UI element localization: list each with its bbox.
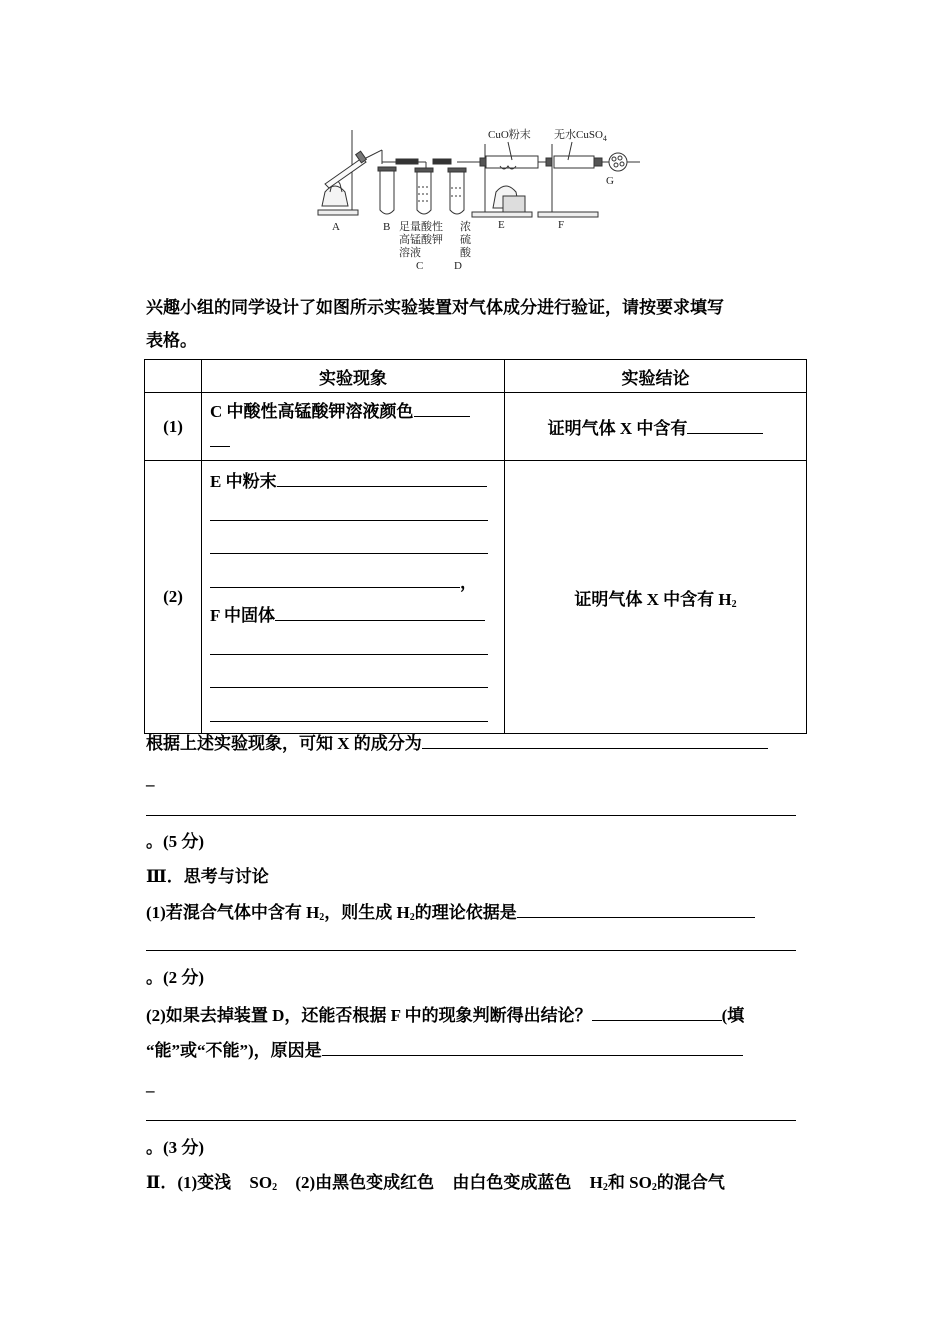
q1-text-a: (1)若混合气体中含有 H (146, 903, 320, 922)
label-c-bottom: C (416, 260, 424, 272)
subscript: 2 (319, 912, 325, 923)
question-2-line-2 (146, 1039, 743, 1062)
d-reagent-line2: 硫 (460, 234, 471, 246)
composition-text: 根据上述实验现象，可知 X 的成分为 (146, 734, 422, 753)
label-cuso4: 无水CuSO$_4$ (554, 129, 607, 143)
intro-line-1: 兴趣小组的同学设计了如图所示实验装置对气体成分进行验证，请按要求填写 (146, 298, 724, 317)
composition-question (146, 732, 768, 755)
answer-blank (422, 732, 768, 749)
subscript: 2 (731, 598, 737, 610)
answer-part-7: 的混合气 (656, 1173, 725, 1192)
answer-blank (210, 638, 488, 655)
answer-part-1: Ⅱ．(1)变浅 (146, 1173, 232, 1192)
question-1-score: 。(2 分) (146, 968, 205, 987)
row-1-phenomenon: C 中酸性高锰酸钾溶液颜色 (210, 402, 414, 421)
subscript: 2 (602, 1182, 608, 1193)
experiment-table (144, 359, 807, 734)
composition-dash: _ (146, 769, 155, 788)
row-1-number: (1) (145, 393, 202, 461)
subscript: 2 (651, 1182, 657, 1193)
label-d: D (454, 260, 462, 272)
answer-part-3: (2)由黑色变成红色 (295, 1173, 435, 1192)
q1-text-b: ，则生成 H (324, 903, 410, 922)
d-reagent-line1: 浓 (460, 221, 471, 233)
label-e: E (498, 219, 505, 231)
row-2-number: (2) (145, 461, 202, 734)
intro-line-2: 表格。 (146, 331, 197, 350)
row-2-conclusion-cell (505, 461, 807, 734)
answer-blank (210, 430, 230, 447)
answer-blank (592, 1004, 722, 1021)
answer-blank (517, 901, 755, 918)
row-2-phenomenon-f: F 中固体 (210, 606, 276, 625)
row-1-phenomenon-cell (202, 393, 505, 461)
answer-part-6: 和 SO (607, 1173, 652, 1192)
apparatus-diagram (300, 122, 650, 272)
header-phenomenon: 实验现象 (202, 360, 505, 393)
label-f: F (558, 219, 565, 231)
label-g: G (606, 175, 614, 187)
answer-line (146, 1120, 796, 1121)
c-reagent-line1: 足量酸性 (399, 221, 443, 233)
q2-text-c: “能”或“不能”)，原因是 (146, 1041, 322, 1060)
answer-blank (414, 400, 470, 417)
subscript: 2 (272, 1182, 278, 1193)
answer-blank (210, 504, 488, 521)
answer-line (146, 815, 796, 816)
c-reagent-line3: 溶液 (399, 247, 421, 259)
c-reagent-line2: 高锰酸钾 (399, 234, 443, 246)
q1-text-c: 的理论依据是 (414, 903, 517, 922)
header-conclusion: 实验结论 (505, 360, 807, 393)
answer-part-2: SO (249, 1173, 273, 1192)
question-2-dash: _ (146, 1075, 155, 1094)
question-2-score: 。(3 分) (146, 1138, 205, 1157)
answer-part-5: H (589, 1173, 603, 1192)
answer-blank (210, 705, 488, 722)
answer-part-4: 由白色变成蓝色 (452, 1173, 572, 1192)
answer-blank (210, 537, 488, 554)
comma: ， (460, 572, 477, 592)
section-3-title: Ⅲ．思考与讨论 (146, 867, 269, 886)
answer-key (146, 1172, 725, 1199)
answer-blank (322, 1039, 743, 1056)
row-2-phenomenon-e: E 中粉末 (210, 472, 277, 491)
answer-line (146, 950, 796, 951)
row-1-conclusion: 证明气体 X 中含有 (547, 419, 688, 438)
subscript: 2 (409, 912, 415, 923)
question-2-line-1 (146, 1004, 744, 1027)
answer-blank (210, 571, 460, 588)
d-reagent-line3: 酸 (460, 247, 471, 259)
row-2-phenomenon-cell (202, 461, 505, 734)
q2-text-a: (2)如果去掉装置 D，还能否根据 F 中的现象判断得出结论？ (146, 1006, 592, 1025)
header-empty (145, 360, 202, 393)
answer-blank (210, 671, 488, 688)
question-1 (146, 901, 755, 929)
label-b: B (383, 221, 391, 233)
answer-blank (277, 470, 487, 487)
row-2-conclusion: 证明气体 X 中含有 H (574, 589, 732, 609)
answer-blank (687, 417, 763, 434)
composition-score: 。(5 分) (146, 832, 205, 851)
label-a: A (332, 221, 340, 233)
q2-text-b: (填 (721, 1006, 745, 1025)
row-1-conclusion-cell (505, 393, 807, 461)
label-cuo: CuO粉末 (488, 129, 531, 141)
answer-blank (275, 604, 485, 621)
